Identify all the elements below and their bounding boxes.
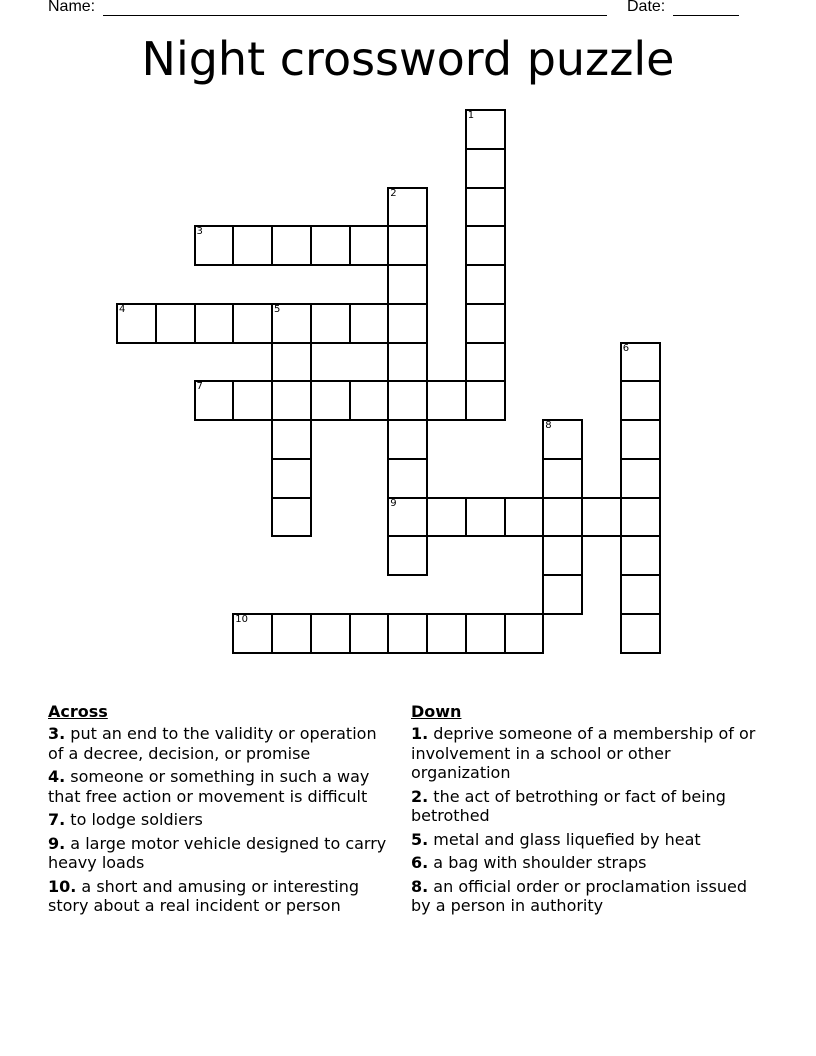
grid-cell[interactable] xyxy=(387,303,428,344)
grid-cell[interactable] xyxy=(504,613,545,654)
clue-text: the act of betrothing or fact of being betrothed xyxy=(411,786,726,825)
grid-cell[interactable] xyxy=(620,497,661,538)
clue-across-7 xyxy=(48,810,393,830)
grid-cell[interactable] xyxy=(581,497,622,538)
clue-down-2 xyxy=(411,787,756,826)
down-heading: Down xyxy=(411,702,462,721)
grid-cell[interactable] xyxy=(387,458,428,499)
grid-cell[interactable] xyxy=(387,613,428,654)
grid-cell[interactable] xyxy=(542,574,583,615)
across-clues xyxy=(48,702,393,920)
grid-cell[interactable] xyxy=(542,497,583,538)
cell-number: 1 xyxy=(467,110,475,121)
clue-text: to lodge soldiers xyxy=(65,810,203,829)
grid-cell[interactable] xyxy=(387,497,428,538)
grid-cell[interactable] xyxy=(620,419,661,460)
grid-cell[interactable] xyxy=(620,613,661,654)
cell-number: 9 xyxy=(390,497,397,509)
grid-cell[interactable] xyxy=(620,458,661,499)
grid-cell[interactable] xyxy=(271,497,312,538)
grid-cell[interactable] xyxy=(349,380,390,421)
grid-cell[interactable] xyxy=(426,497,467,538)
grid-cell[interactable] xyxy=(387,419,428,460)
grid-cell[interactable] xyxy=(349,303,390,344)
grid-cell[interactable] xyxy=(310,303,351,344)
grid-cell[interactable] xyxy=(465,342,506,383)
clue-number: 4. xyxy=(48,767,66,786)
cell-number: 3 xyxy=(196,226,203,238)
clue-number: 3. xyxy=(48,724,66,743)
clue-number: 10. xyxy=(48,876,77,896)
grid-cell[interactable] xyxy=(620,342,661,383)
down-clues xyxy=(411,702,756,920)
clue-across-3 xyxy=(48,724,393,763)
clue-text: someone or something in such a way that free action or movement is difficult xyxy=(48,767,370,806)
across-heading: Across xyxy=(48,702,108,721)
grid-cell[interactable] xyxy=(349,225,390,266)
cell-number: 6 xyxy=(622,342,630,354)
clue-text: a short and amusing or interesting story about a real incident or person xyxy=(48,876,359,915)
grid-cell[interactable] xyxy=(465,187,506,228)
clue-down-5 xyxy=(411,830,756,850)
clue-number: 5. xyxy=(411,829,429,849)
grid-cell[interactable] xyxy=(620,380,661,421)
grid-cell[interactable] xyxy=(465,380,506,421)
grid-cell[interactable] xyxy=(465,303,506,344)
cell-number: 7 xyxy=(196,381,203,393)
grid-cell[interactable] xyxy=(271,225,312,266)
clue-across-10 xyxy=(48,877,393,916)
grid-cell[interactable] xyxy=(465,148,506,189)
clue-number: 6. xyxy=(411,853,429,872)
grid-cell[interactable] xyxy=(387,342,428,383)
grid-cell[interactable] xyxy=(232,225,273,266)
clue-text: metal and glass liquefied by heat xyxy=(428,829,701,849)
clue-text: a large motor vehicle designed to carry heavy loads xyxy=(48,833,387,872)
clue-across-9 xyxy=(48,834,393,873)
grid-cell[interactable] xyxy=(465,497,506,538)
page-title: Night crossword puzzle xyxy=(141,32,675,86)
grid-cell[interactable] xyxy=(155,303,196,344)
clue-text: put an end to the validity or operation of a decree, decision, or promise xyxy=(48,724,377,763)
grid-cell[interactable] xyxy=(426,380,467,421)
grid-cell[interactable] xyxy=(542,458,583,499)
clue-number: 8. xyxy=(411,876,429,896)
cell-number: 10 xyxy=(235,613,248,625)
grid-cell[interactable] xyxy=(194,303,235,344)
clue-number: 2. xyxy=(411,786,429,806)
clue-down-6 xyxy=(411,853,756,873)
grid-cell[interactable] xyxy=(465,225,506,266)
grid-cell[interactable] xyxy=(620,574,661,615)
grid-cell[interactable] xyxy=(387,264,428,305)
grid-cell[interactable] xyxy=(232,380,273,421)
clue-number: 9. xyxy=(48,833,66,853)
cell-number: 8 xyxy=(545,420,552,431)
grid-cell[interactable] xyxy=(310,613,351,654)
grid-cell[interactable] xyxy=(194,225,235,266)
grid-cell[interactable] xyxy=(232,303,273,344)
cell-number: 2 xyxy=(390,187,397,199)
grid-cell[interactable] xyxy=(271,380,312,421)
grid-cell[interactable] xyxy=(387,380,428,421)
grid-cell[interactable] xyxy=(232,613,273,654)
grid-cell[interactable] xyxy=(387,535,428,576)
clue-across-4 xyxy=(48,767,393,806)
grid-cell[interactable] xyxy=(271,458,312,499)
clue-down-1 xyxy=(411,724,756,783)
grid-cell[interactable] xyxy=(426,613,467,654)
grid-cell[interactable] xyxy=(504,497,545,538)
name-label: Name: xyxy=(48,0,96,15)
grid-cell[interactable] xyxy=(542,535,583,576)
grid-cell[interactable] xyxy=(465,613,506,654)
grid-cell[interactable] xyxy=(465,109,506,150)
cell-number: 5 xyxy=(274,303,281,315)
grid-cell[interactable] xyxy=(310,380,351,421)
grid-cell[interactable] xyxy=(542,419,583,460)
grid-cell[interactable] xyxy=(465,264,506,305)
grid-cell[interactable] xyxy=(620,535,661,576)
grid-cell[interactable] xyxy=(387,225,428,266)
grid-cell[interactable] xyxy=(194,380,235,421)
grid-cell[interactable] xyxy=(349,613,390,654)
clue-text: a bag with shoulder straps xyxy=(428,853,647,872)
clue-down-8 xyxy=(411,877,756,916)
clue-text: deprive someone of a membership of or involvement in a school or other organization xyxy=(411,724,756,782)
clue-number: 1. xyxy=(411,724,429,743)
grid-cell[interactable] xyxy=(271,419,312,460)
cell-number: 4 xyxy=(119,303,126,315)
grid-cell[interactable] xyxy=(271,342,312,383)
grid-cell[interactable] xyxy=(271,613,312,654)
grid-cell[interactable] xyxy=(271,303,312,344)
grid-cell[interactable] xyxy=(310,225,351,266)
grid-cell[interactable] xyxy=(116,303,157,344)
clue-number: 7. xyxy=(48,810,66,829)
date-label: Date: xyxy=(627,0,666,15)
grid-cell[interactable] xyxy=(387,187,428,228)
clue-text: an official order or proclamation issued by a person in authority xyxy=(411,876,747,915)
